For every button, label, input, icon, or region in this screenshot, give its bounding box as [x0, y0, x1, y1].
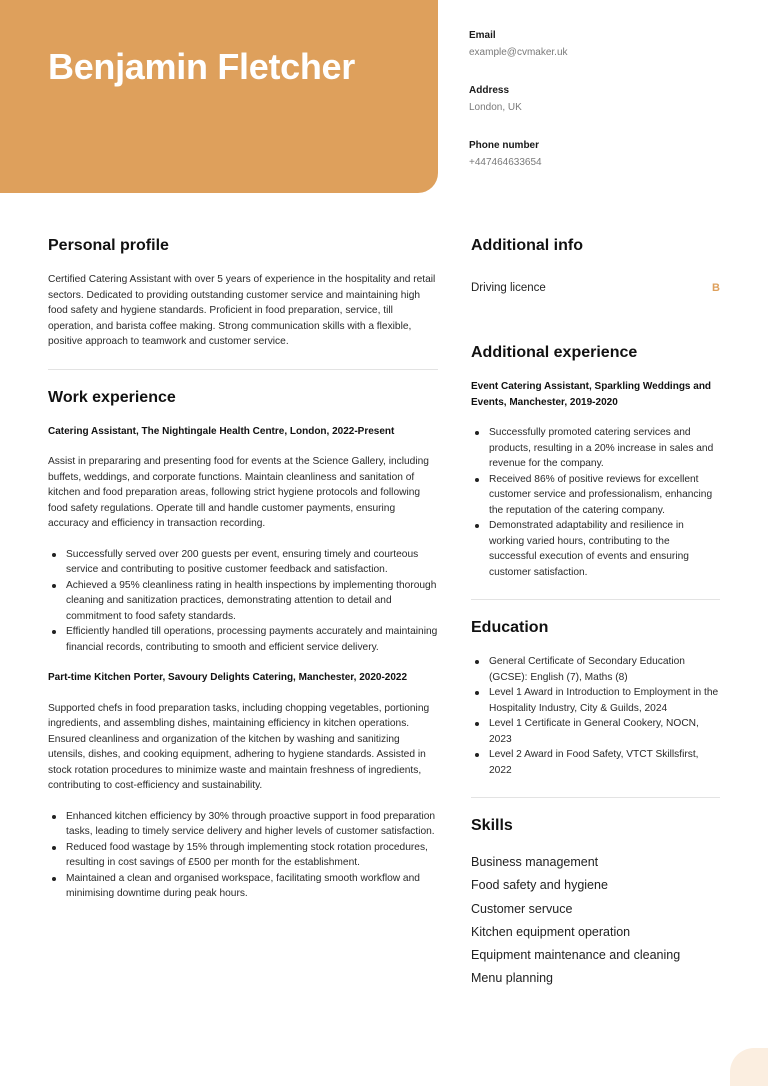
profile-title: Personal profile	[48, 237, 169, 254]
contact-value: example@cvmaker.uk	[469, 47, 568, 58]
job-achievements	[48, 809, 438, 902]
contact-label: Address	[469, 85, 510, 96]
contact-value: London, UK	[469, 102, 522, 113]
education-title: Education	[471, 619, 549, 636]
list-item: Achieved a 95% cleanliness rating in health inspections by implementing thorough cleaning and sanitization practices, demonstrating attention to detail and commitment to food safety standards.	[48, 578, 438, 625]
driving-licence-label: Driving licence	[471, 282, 546, 294]
list-item: Level 1 Certificate in General Cookery, NOCN, 2023	[471, 716, 720, 747]
driving-licence-row	[471, 280, 720, 296]
additional-info-title: Additional info	[471, 237, 583, 254]
list-item: Received 86% of positive reviews for excellent customer service and professionalism, enhancing the reputation of the catering company.	[471, 472, 720, 519]
list-item: Successfully served over 200 guests per event, ensuring timely and courteous service and contributing to positive customer feedback and satisfaction.	[48, 547, 438, 578]
section-divider	[471, 797, 720, 798]
job-role: Part-time Kitchen Porter, Savoury Delights Catering, Manchester, 2020-2022	[48, 672, 408, 683]
candidate-name: Benjamin Fletcher	[48, 46, 355, 87]
contact-email	[469, 29, 729, 60]
education-list	[471, 654, 720, 778]
skills-list	[471, 854, 720, 986]
corner-decoration	[730, 1048, 768, 1086]
contact-phone	[469, 139, 729, 170]
job-role: Event Catering Assistant, Sparkling Weddings and Events, Manchester, 2019-2020	[471, 381, 712, 408]
list-item: Successfully promoted catering services and products, resulting in a 20% increase in sales and revenue for the company.	[471, 425, 720, 472]
contact-value: +447464633654	[469, 157, 542, 168]
list-item: Enhanced kitchen efficiency by 30% through proactive support in food preparation tasks, leading to timely service delivery and higher levels of customer satisfaction.	[48, 809, 438, 840]
list-item: Efficiently handled till operations, processing payments accurately and maintaining financial records, contributing to smooth and efficient service delivery.	[48, 624, 438, 655]
skill-item: Menu planning	[471, 971, 554, 986]
list-item: Maintained a clean and organised workspace, facilitating smooth workflow and minimising downtime during peak hours.	[48, 871, 438, 902]
list-item: Reduced food wastage by 15% through implementing stock rotation procedures, resulting in cost savings of £500 per month for the establishment.	[48, 840, 438, 871]
list-item: Level 2 Award in Food Safety, VTCT Skillsfirst, 2022	[471, 747, 720, 778]
profile-text: Certified Catering Assistant with over 5 years of experience in the hospitality and retail sectors. Dedicated to providing outstanding customer service and maintaining high food safety and hygiene standards. Proficient in food preparation, service, till operation, and barista coffee making. Strong communication skills with a flexible, positive approach to teamwork and customer service.	[48, 274, 436, 347]
section-divider	[471, 599, 720, 600]
contact-address	[469, 84, 729, 115]
additional-experience-title: Additional experience	[471, 344, 638, 361]
list-item: General Certificate of Secondary Education (GCSE): English (7), Maths (8)	[471, 654, 720, 685]
section-divider	[48, 369, 438, 370]
list-item: Level 1 Award in Introduction to Employment in the Hospitality Industry, City & Guilds, 2024	[471, 685, 720, 716]
left-column	[48, 236, 438, 902]
skills-title: Skills	[471, 817, 513, 834]
contact-label: Phone number	[469, 140, 540, 151]
skill-item: Food safety and hygiene	[471, 878, 608, 893]
right-column	[471, 236, 720, 994]
job-achievements	[48, 547, 438, 656]
job-role: Catering Assistant, The Nightingale Health Centre, London, 2022-Present	[48, 425, 395, 437]
work-title: Work experience	[48, 388, 176, 406]
skill-item: Customer servuce	[471, 901, 573, 916]
skill-item: Equipment maintenance and cleaning	[471, 948, 681, 963]
skill-item: Kitchen equipment operation	[471, 924, 631, 939]
job-description: Assist in prepararing and presenting food for events at the Science Gallery, including buffets, weddings, and corporate functions. Maintain cleanliness and sanitation of kitchen and food preparation areas, following strict hygiene protocols and following food safety regulations. Operate till and handle customer payments, ensuring accuracy and efficiency in transaction recording.	[48, 456, 429, 529]
job-description: Supported chefs in food preparation tasks, including chopping vegetables, portioning ingredients, and assembling dishes, maintaining efficiency in kitchen operations. Ensured cleanliness and organization of the kitchen by washing and sanitizing utensils, dishes, and cooking equipment, adhering to hygiene standards. Assisted in stock rotation procedures to minimize waste and maintain freshness of ingredients, contributing to cost-efficiency and sustainability.	[48, 702, 430, 791]
skill-item: Business management	[471, 855, 599, 869]
header-banner	[0, 0, 438, 193]
driving-licence-value: B	[712, 282, 720, 294]
job-achievements	[471, 425, 720, 580]
contact-label: Email	[469, 30, 496, 41]
list-item: Demonstrated adaptability and resilience in working varied hours, contributing to the successful execution of events and ensuring customer satisfaction.	[471, 518, 720, 580]
